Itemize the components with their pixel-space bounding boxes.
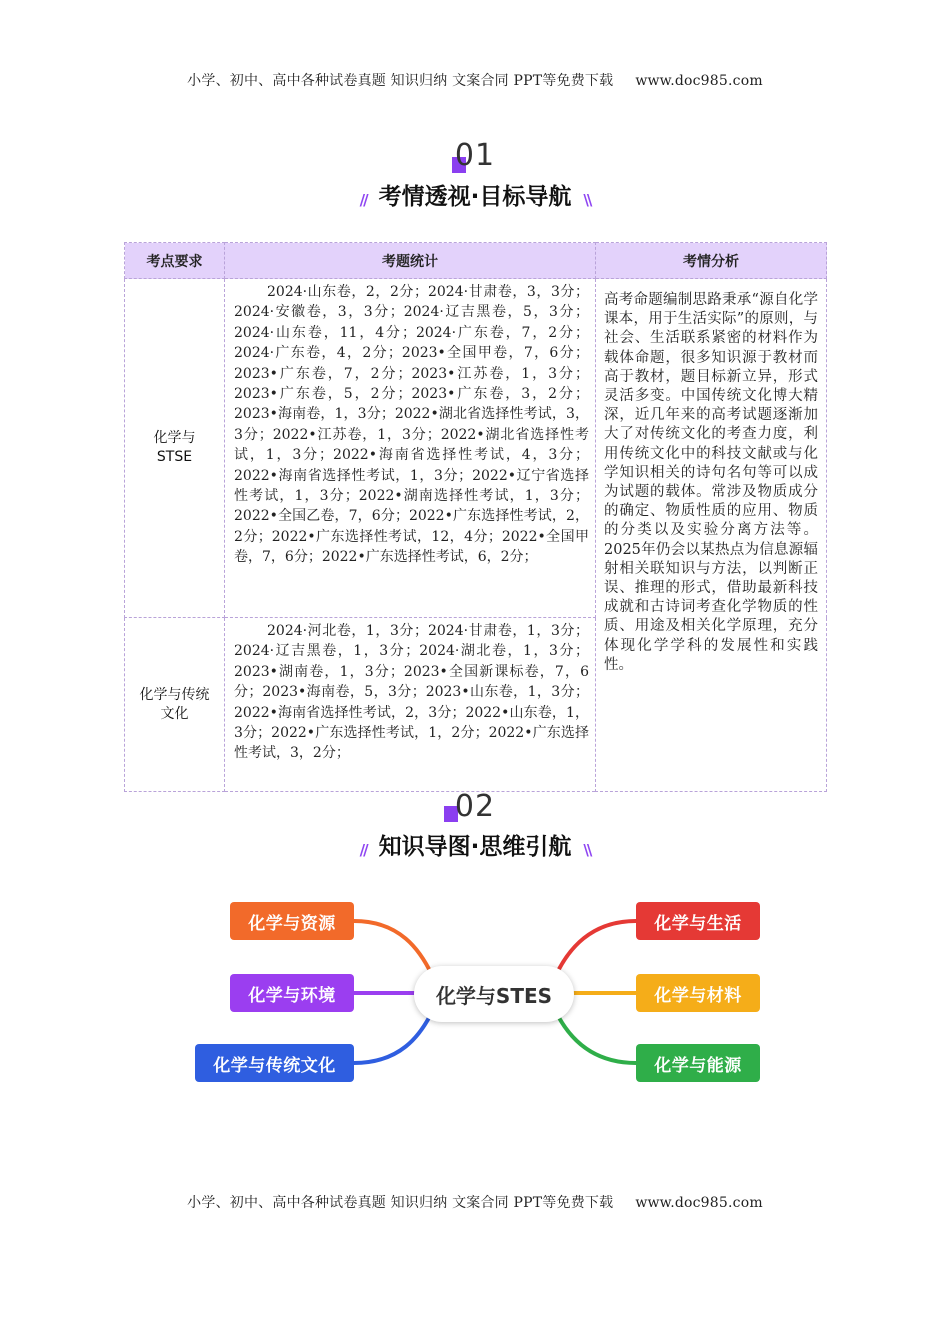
slash-decoration-left: // (359, 840, 367, 859)
footer-url[interactable]: www.doc985.com (635, 1195, 763, 1211)
node-chemistry-resource: 化学与资源 (230, 902, 354, 940)
connector-resource (354, 921, 432, 975)
node-chemistry-culture: 化学与传统文化 (195, 1044, 354, 1082)
mindmap-center-node: 化学与STES (414, 966, 574, 1022)
stats-cell: 2024·河北卷，1，3分；2024·甘肃卷，1，3分；2024·辽吉黑卷，1，3分；2024·湖北卷，1，3分；2023•湖南卷，1，3分；2023•全国新课标卷，7，6分；2023•海南卷，5，3分；2023•山东卷，1，3分；2022•海南省选择性考试，2，3分；2022•山东卷，1，3分；2022•广东选择性考试，1，2分；2022•广东选择性考试，3，2分； (225, 618, 596, 792)
analysis-cell: 高考命题编制思路秉承“源自化学课本，用于生活实际”的原则，与社会、生活联系紧密的材料作为载体命题，很多知识源于教材而高于教材，题目标新立异，形式灵活多变。中国传统文化博大精深，近几年来的高考试题逐渐加大了对传统文化的考查力度，利用传统文化中的科技文献或与化学知识相关的诗句名句等可以成为试题的载体。常涉及物质成分的确定、物质性质的应用、物质的分类以及实验分离方法等。2025年仍会以某热点为信息源辐射相关联知识与方法，以判断正误、推理的形式，借助最新科技成就和古诗词考查化学物质的性质、用途及相关化学原理，充分体现化学学科的发展性和实践性。 (596, 279, 827, 792)
node-chemistry-material: 化学与材料 (636, 974, 760, 1012)
node-chemistry-energy: 化学与能源 (636, 1044, 760, 1082)
topic-cell: 化学与STSE (125, 279, 225, 618)
footer-text: 小学、初中、高中各种试卷真题 知识归纳 文案合同 PPT等免费下载 (187, 1195, 614, 1211)
header-topic: 考点要求 (125, 243, 225, 279)
slash-decoration-left: // (359, 190, 367, 209)
section1-title: 考情透视·目标导航 (373, 182, 578, 212)
header-text: 小学、初中、高中各种试卷真题 知识归纳 文案合同 PPT等免费下载 (187, 73, 614, 89)
stats-cell: 2024·山东卷，2，2分；2024·甘肃卷，3，3分；2024·安徽卷，3，3分；2024·辽吉黑卷，5，3分；2024·山东卷，11，4分；2024·广东卷，7，2分；2024·广东卷，4，2分；2023•全国甲卷，7，6分；2023•广东卷，7，2分；2023•江苏卷，1，3分；2023•广东卷，5，2分；2023•广东卷，3，2分；2023•海南卷，1，3分；2022•湖北省选择性考试，3，3分；2022•江苏卷，1，3分；2022•湖北省选择性考试，1，3分；2022•海南省选择性考试，4，3分；2022•海南省选择性考试，1，3分；2022•辽宁省选择性考试，1，3分；2022•湖南选择性考试，1，3分；2022•全国乙卷，7，6分；2022•广东选择性考试，2，2分；2022•广东选择性考试，12，4分；2022•全国甲卷，7，6分；2022•广东选择性考试，6，2分； (225, 279, 596, 618)
header-analysis: 考情分析 (596, 243, 827, 279)
node-chemistry-life: 化学与生活 (636, 902, 760, 940)
node-chemistry-environment: 化学与环境 (230, 974, 354, 1012)
slash-decoration-right: \\ (583, 840, 591, 859)
header-stats: 考题统计 (225, 243, 596, 279)
section2-title: 知识导图·思维引航 (373, 832, 578, 862)
connector-energy (556, 1012, 636, 1063)
topic-cell: 化学与传统文化 (125, 618, 225, 792)
section2-number: 02 (454, 789, 496, 824)
header-url[interactable]: www.doc985.com (635, 73, 763, 89)
connector-life (556, 921, 636, 975)
connector-culture (354, 1012, 432, 1063)
section1-number: 01 (454, 138, 496, 173)
page-footer (0, 1192, 950, 1212)
slash-decoration-right: \\ (583, 190, 591, 209)
